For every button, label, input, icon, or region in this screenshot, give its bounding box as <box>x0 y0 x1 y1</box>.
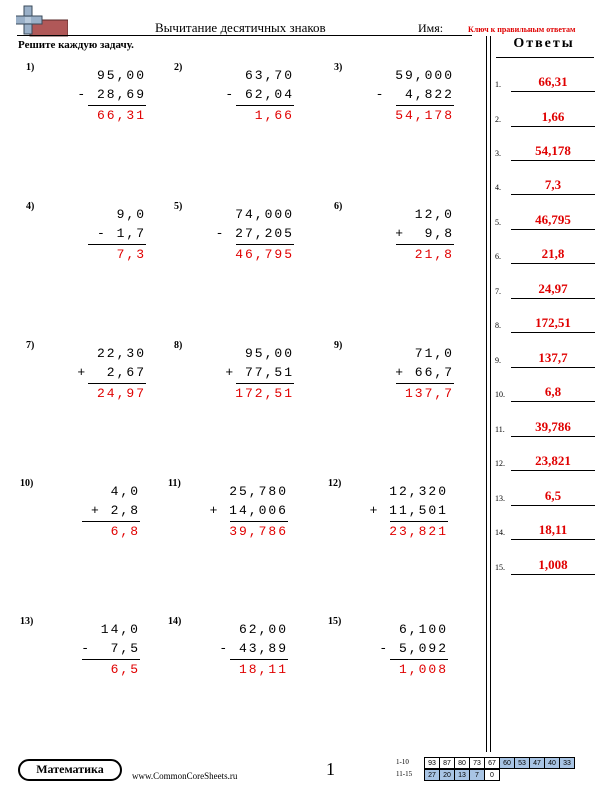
answer-line <box>511 298 595 299</box>
problem-rule <box>88 383 146 384</box>
instructions: Решите каждую задачу. <box>18 39 134 51</box>
answer-value: 6,8 <box>544 384 562 399</box>
answer-line <box>511 160 595 161</box>
site-url: www.CommonCoreSheets.ru <box>132 771 238 781</box>
score-cell: 73 <box>470 758 485 769</box>
problem <box>20 616 140 690</box>
answer-line <box>511 332 595 333</box>
problem-top-number: 71,0 <box>414 346 454 361</box>
math-logo-icon <box>16 4 68 38</box>
problem-number: 4) <box>26 201 35 212</box>
problem-bottom-number: - 4,822 <box>375 87 454 102</box>
score-table-row-2 <box>424 769 500 781</box>
problem <box>174 201 294 275</box>
answer-number: 5. <box>495 218 501 227</box>
problem-top-number: 9,0 <box>116 207 146 222</box>
name-label: Имя: <box>418 21 444 35</box>
answer-value: 137,7 <box>538 350 568 365</box>
answer-number: 3. <box>495 149 501 158</box>
problem <box>334 62 454 136</box>
score-cell: 60 <box>500 758 515 769</box>
score-cell: 93 <box>425 758 440 769</box>
problem-rule <box>82 521 140 522</box>
answer-line <box>511 367 595 368</box>
answer-value: 172,51 <box>535 315 571 330</box>
problem-answer: 24,97 <box>96 386 146 401</box>
problem-top-number: 63,70 <box>244 68 294 83</box>
answer-number: 14. <box>495 528 505 537</box>
score-row-label: 1-10 <box>396 758 409 766</box>
score-cell: 53 <box>515 758 530 769</box>
problem-rule <box>396 383 454 384</box>
problem-bottom-number: + 66,7 <box>395 365 454 380</box>
answer-number: 13. <box>495 494 505 503</box>
problem-answer: 1,008 <box>398 662 448 677</box>
problem-bottom-number: - 27,205 <box>215 226 294 241</box>
problem-top-number: 12,0 <box>414 207 454 222</box>
problem-answer: 66,31 <box>96 108 146 123</box>
answer-number: 15. <box>495 563 505 572</box>
problem-number: 14) <box>168 616 182 627</box>
problem-number: 15) <box>328 616 342 627</box>
problem-top-number: 14,0 <box>100 622 140 637</box>
answer-line <box>511 401 595 402</box>
answer-value: 6,5 <box>544 488 562 503</box>
problem <box>26 62 146 136</box>
answer-line <box>511 436 595 437</box>
answer-value: 54,178 <box>535 143 571 158</box>
problem-bottom-number: + 2,8 <box>90 503 140 518</box>
answer-line <box>511 539 595 540</box>
answer-number: 11. <box>495 425 505 434</box>
answer-line <box>511 470 595 471</box>
problem <box>168 616 288 690</box>
problem-rule <box>390 659 448 660</box>
problem-bottom-number: + 9,8 <box>395 226 454 241</box>
problem-rule <box>88 105 146 106</box>
score-cell: 67 <box>485 758 500 769</box>
problem-answer: 6,5 <box>110 662 140 677</box>
problem-answer: 18,11 <box>238 662 288 677</box>
problem-top-number: 12,320 <box>389 484 448 499</box>
problem-bottom-number: - 43,89 <box>219 641 288 656</box>
problem-top-number: 22,30 <box>96 346 146 361</box>
answer-value: 18,11 <box>538 522 568 537</box>
problem <box>26 340 146 414</box>
problem-bottom-number: - 5,092 <box>379 641 448 656</box>
score-cell: 27 <box>425 770 440 781</box>
problem <box>334 201 454 275</box>
problem-number: 3) <box>334 62 343 73</box>
score-cell: 80 <box>455 758 470 769</box>
problem-top-number: 74,000 <box>235 207 294 222</box>
problem-rule <box>236 105 294 106</box>
problem-number: 11) <box>168 478 181 489</box>
problem-answer: 21,8 <box>414 247 454 262</box>
problem-rule <box>396 105 454 106</box>
header-divider <box>17 35 472 36</box>
problem-number: 12) <box>328 478 342 489</box>
problem-bottom-number: + 11,501 <box>369 503 448 518</box>
problem <box>174 62 294 136</box>
answer-number: 2. <box>495 115 501 124</box>
answer-number: 10. <box>495 390 505 399</box>
problem-rule <box>396 244 454 245</box>
problem-answer: 172,51 <box>235 386 294 401</box>
answer-line <box>511 194 595 195</box>
problem <box>334 340 454 414</box>
score-cell: 33 <box>560 758 575 769</box>
problem-rule <box>236 383 294 384</box>
answer-value: 24,97 <box>538 281 568 296</box>
answers-title-underline <box>496 57 594 58</box>
problem <box>174 340 294 414</box>
page-number: 1 <box>326 759 335 779</box>
answer-value: 1,66 <box>541 109 565 124</box>
problem-rule <box>390 521 448 522</box>
page-title: Вычитание десятичных знаков <box>155 20 326 35</box>
brand-label: Математика <box>36 762 104 776</box>
problem-answer: 137,7 <box>404 386 454 401</box>
answer-value: 39,786 <box>535 419 571 434</box>
problem-answer: 1,66 <box>254 108 294 123</box>
answer-value: 66,31 <box>538 74 568 89</box>
answer-value: 1,008 <box>538 557 568 572</box>
problem <box>20 478 140 552</box>
answer-number: 12. <box>495 459 505 468</box>
problem-top-number: 95,00 <box>96 68 146 83</box>
problem-bottom-number: - 7,5 <box>81 641 140 656</box>
problem <box>328 616 448 690</box>
answer-value: 23,821 <box>535 453 571 468</box>
problem-number: 9) <box>334 340 343 351</box>
score-cell: 20 <box>440 770 455 781</box>
problem <box>26 201 146 275</box>
problem-bottom-number: + 77,51 <box>225 365 294 380</box>
problem-answer: 23,821 <box>389 524 448 539</box>
problem-bottom-number: + 2,67 <box>77 365 146 380</box>
answer-value: 46,795 <box>535 212 571 227</box>
problem-bottom-number: - 62,04 <box>225 87 294 102</box>
problem-rule <box>230 521 288 522</box>
problem-answer: 6,8 <box>110 524 140 539</box>
name-value: Ключ к правильным ответам <box>468 25 576 34</box>
problem-rule <box>230 659 288 660</box>
answer-line <box>511 91 595 92</box>
score-row-label: 11-15 <box>396 770 413 778</box>
problem-rule <box>88 244 146 245</box>
problem-top-number: 95,00 <box>244 346 294 361</box>
problem-bottom-number: - 1,7 <box>96 226 146 241</box>
problem-answer: 46,795 <box>235 247 294 262</box>
problem-rule <box>82 659 140 660</box>
score-cell: 47 <box>530 758 545 769</box>
answer-number: 6. <box>495 252 501 261</box>
problem-number: 2) <box>174 62 183 73</box>
answers-title: Ответы <box>513 36 575 51</box>
problem <box>328 478 448 552</box>
answer-number: 8. <box>495 321 501 330</box>
problem-bottom-number: + 14,006 <box>209 503 288 518</box>
score-cell: 13 <box>455 770 470 781</box>
answer-number: 7. <box>495 287 501 296</box>
column-divider <box>486 36 487 752</box>
answer-line <box>511 263 595 264</box>
problem-top-number: 6,100 <box>398 622 448 637</box>
answer-line <box>511 574 595 575</box>
score-table-row-1 <box>424 757 575 769</box>
problem-top-number: 25,780 <box>229 484 288 499</box>
problem-answer: 7,3 <box>116 247 146 262</box>
problem-bottom-number: - 28,69 <box>77 87 146 102</box>
problem-top-number: 4,0 <box>110 484 140 499</box>
problem-number: 1) <box>26 62 35 73</box>
answer-value: 21,8 <box>541 246 565 261</box>
score-cell: 7 <box>470 770 485 781</box>
score-cell: 0 <box>485 770 500 781</box>
answer-line <box>511 126 595 127</box>
answer-line <box>511 229 595 230</box>
score-cell: 87 <box>440 758 455 769</box>
problem <box>168 478 288 552</box>
problem-number: 7) <box>26 340 35 351</box>
problem-number: 13) <box>20 616 34 627</box>
answer-number: 4. <box>495 183 501 192</box>
problem-number: 8) <box>174 340 183 351</box>
problem-number: 5) <box>174 201 183 212</box>
answer-line <box>511 505 595 506</box>
answer-number: 1. <box>495 80 501 89</box>
problem-number: 10) <box>20 478 34 489</box>
problem-rule <box>236 244 294 245</box>
column-divider <box>490 36 491 752</box>
score-cell: 40 <box>545 758 560 769</box>
problem-answer: 39,786 <box>229 524 288 539</box>
problem-top-number: 59,000 <box>395 68 454 83</box>
problem-number: 6) <box>334 201 343 212</box>
answer-value: 7,3 <box>544 177 562 192</box>
answer-number: 9. <box>495 356 501 365</box>
problem-answer: 54,178 <box>395 108 454 123</box>
problem-top-number: 62,00 <box>238 622 288 637</box>
